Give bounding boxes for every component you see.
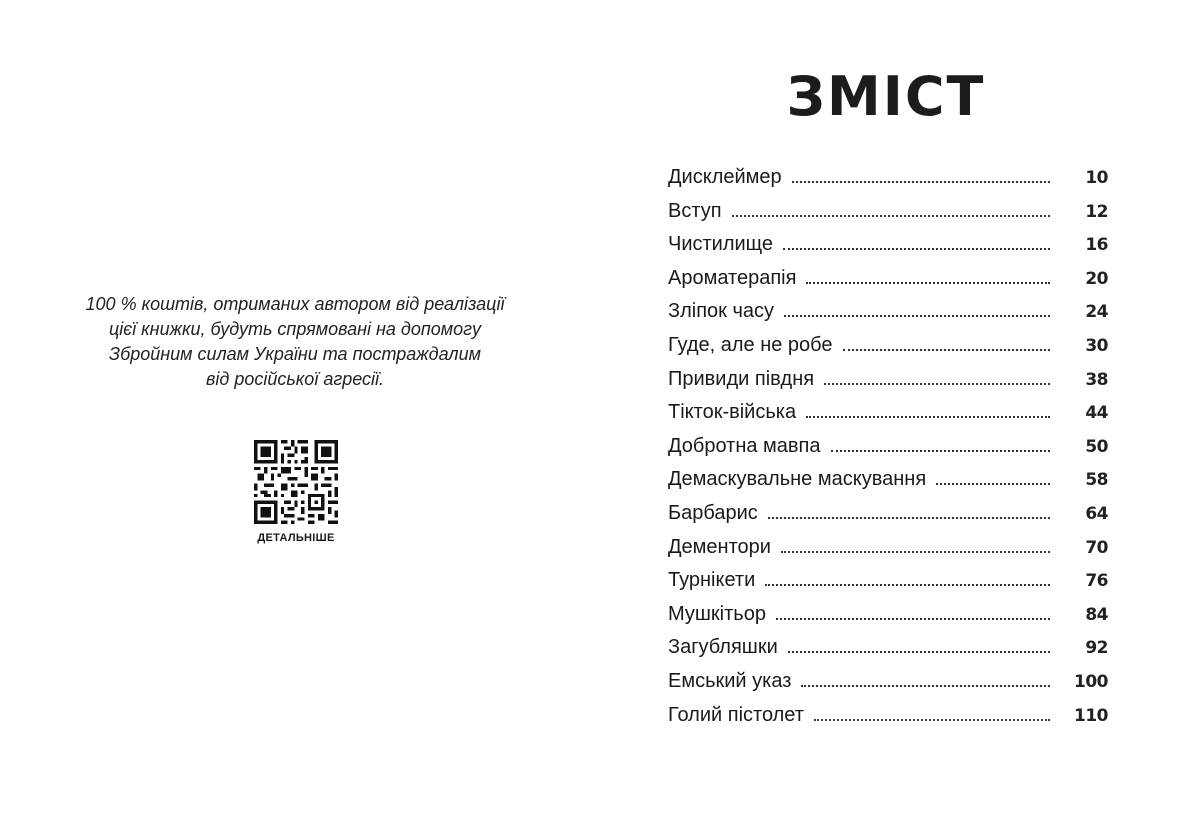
leader-dots [814, 718, 1050, 721]
toc-item-page: 44 [1085, 403, 1108, 424]
toc-item-page: 10 [1085, 168, 1108, 188]
toc-item-page: 110 [1074, 705, 1108, 726]
leader-dots [783, 247, 1050, 250]
toc-item-label: Дисклеймер [668, 166, 782, 188]
toc-item[interactable] [668, 334, 1108, 368]
leader-dots [801, 684, 1050, 687]
leader-dots [792, 180, 1050, 183]
donation-line: від російської агресії. [205, 369, 385, 389]
leader-dots [831, 449, 1051, 452]
leader-dots [806, 415, 1050, 418]
toc-item-label: Дементори [668, 535, 771, 558]
toc-item[interactable] [668, 200, 1108, 234]
toc-item-page: 84 [1085, 604, 1108, 625]
toc-item-page: 58 [1085, 470, 1108, 491]
toc-item-page: 12 [1085, 201, 1108, 222]
toc-list [668, 166, 1108, 737]
toc-item[interactable] [668, 670, 1108, 704]
leader-dots [765, 583, 1050, 586]
toc-item-label: Чистилище [668, 233, 774, 256]
toc-item[interactable] [668, 368, 1108, 402]
toc-item[interactable] [668, 704, 1108, 738]
toc-item-page: 64 [1085, 503, 1108, 524]
toc-item-page: 50 [1085, 436, 1108, 457]
toc-item-label: Тікток-війська [668, 401, 797, 424]
toc-item-label: Турнікети [668, 569, 756, 592]
toc-item-label: Вступ [668, 199, 722, 222]
toc-item[interactable] [668, 468, 1108, 502]
leader-dots [781, 550, 1050, 553]
toc-item-label: Голий пістолет [668, 703, 804, 726]
toc-item[interactable] [668, 233, 1108, 267]
toc-item-page: 38 [1085, 369, 1108, 390]
donation-line: 100 % коштів, отриманих автором від реалізації [85, 294, 505, 314]
toc-item-label: Гуде, але не робе [668, 333, 833, 356]
toc-item-page: 16 [1085, 235, 1108, 256]
toc-item[interactable] [668, 166, 1108, 200]
leader-dots [788, 650, 1050, 653]
toc-item[interactable] [668, 536, 1108, 570]
toc-item-label: Демаскувальне маскування [668, 468, 927, 491]
donation-note [60, 292, 530, 392]
toc-item-label: Барбарис [668, 501, 758, 524]
toc-item[interactable] [668, 636, 1108, 670]
donation-line: цієї книжки, будуть спрямовані на допомогу [108, 319, 482, 339]
leader-dots [768, 516, 1050, 519]
toc-item-label: Мушкітьор [668, 602, 766, 625]
toc-item-page: 76 [1085, 571, 1108, 592]
toc-item-page: 20 [1085, 268, 1108, 289]
leader-dots [843, 348, 1050, 351]
toc-item[interactable] [668, 569, 1108, 603]
toc-item[interactable] [668, 401, 1108, 435]
toc-item-page: 30 [1085, 335, 1108, 356]
toc-item[interactable] [668, 603, 1108, 637]
toc-item-label: Загубляшки [668, 636, 778, 659]
leader-dots [732, 214, 1050, 217]
toc-item-label: Ароматерапія [668, 266, 797, 289]
leader-dots [806, 281, 1050, 284]
qr-caption-link[interactable]: ДЕТАЛЬНІШЕ [257, 532, 335, 544]
toc-item[interactable] [668, 300, 1108, 334]
toc-item-page: 24 [1085, 302, 1108, 323]
toc-item-label: Привиди півдня [668, 367, 815, 390]
toc-item-label: Зліпок часу [668, 300, 774, 323]
leader-dots [936, 482, 1050, 485]
toc-item-page: 100 [1074, 671, 1108, 692]
right-page [591, 0, 1182, 827]
toc-item[interactable] [668, 267, 1108, 301]
leader-dots [784, 314, 1050, 317]
toc-item-page: 92 [1085, 638, 1108, 659]
qr-code-icon[interactable] [254, 440, 338, 524]
leader-dots [776, 617, 1050, 620]
toc-item[interactable] [668, 502, 1108, 536]
leader-dots [824, 382, 1050, 385]
toc-item-label: Емський указ [668, 669, 792, 692]
toc-title: ЗМІСТ [786, 65, 986, 128]
toc-item-page: 70 [1085, 537, 1108, 558]
donation-line: Збройним силам України та постраждалим [109, 344, 481, 364]
qr-block[interactable] [250, 440, 342, 544]
toc-item[interactable] [668, 435, 1108, 469]
toc-item-label: Добротна мавпа [668, 434, 821, 457]
